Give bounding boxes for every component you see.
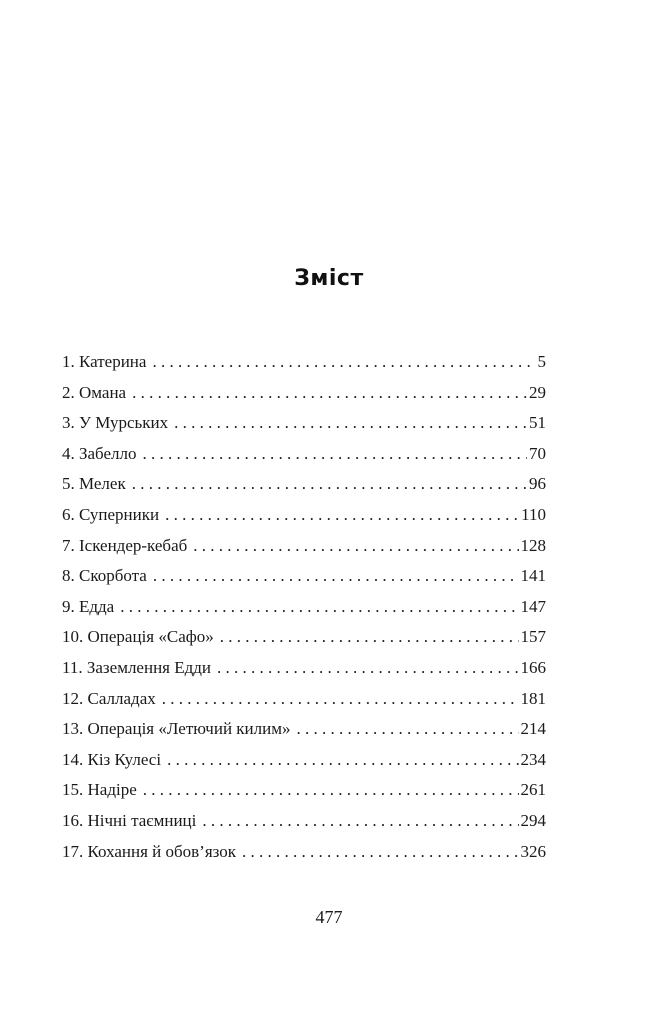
toc-entry-page: 166 bbox=[520, 657, 546, 677]
toc-entry-page: 141 bbox=[520, 566, 546, 586]
dot-leader bbox=[202, 806, 518, 837]
dot-leader bbox=[143, 775, 519, 806]
toc-entry-page: 261 bbox=[520, 780, 546, 800]
dot-leader bbox=[193, 531, 518, 562]
toc-entry-3[interactable] bbox=[62, 408, 546, 439]
toc-entry-13[interactable] bbox=[62, 714, 546, 745]
toc-entry-page: 29 bbox=[529, 382, 546, 402]
toc-entry-title: 10. Операція «Сафо» bbox=[62, 627, 214, 647]
toc-entry-page: 128 bbox=[520, 535, 546, 555]
toc-entry-page: 157 bbox=[520, 627, 546, 647]
toc-entry-title: 17. Кохання й обов’язок bbox=[62, 841, 237, 861]
toc-entry-10[interactable] bbox=[62, 622, 546, 653]
page-number: 477 bbox=[315, 907, 343, 927]
toc-entry-17[interactable] bbox=[62, 837, 546, 868]
dot-leader bbox=[162, 684, 519, 715]
toc-entry-title: 13. Операція «Летючий килим» bbox=[62, 719, 291, 739]
toc-entry-title: 8. Скорбота bbox=[62, 566, 147, 586]
toc-entry-title: 11. Заземлення Едди bbox=[62, 657, 212, 677]
dot-leader bbox=[220, 622, 519, 653]
dot-leader bbox=[152, 347, 535, 378]
toc-entry-2[interactable] bbox=[62, 378, 546, 409]
dot-leader bbox=[165, 500, 519, 531]
dot-leader bbox=[167, 745, 518, 776]
toc-entry-title: 1. Катерина bbox=[62, 352, 147, 371]
dot-leader bbox=[120, 592, 518, 623]
toc-entry-title: 6. Суперники bbox=[62, 504, 160, 524]
dot-leader bbox=[143, 439, 528, 470]
toc-entry-title: 4. Забелло bbox=[62, 443, 137, 463]
toc-entry-11[interactable] bbox=[62, 653, 546, 684]
toc-entry-page: 70 bbox=[529, 443, 546, 463]
dot-leader bbox=[297, 714, 519, 745]
toc-entry-page: 96 bbox=[529, 474, 546, 494]
toc-entry-8[interactable] bbox=[62, 561, 546, 592]
dot-leader bbox=[217, 653, 518, 684]
toc-entry-page: 294 bbox=[520, 810, 546, 830]
toc-entry-title: 15. Надіре bbox=[62, 780, 137, 800]
page-title: Зміст bbox=[294, 266, 364, 291]
dot-leader bbox=[132, 378, 527, 409]
toc-entry-14[interactable] bbox=[62, 745, 546, 776]
toc-entry-page: 326 bbox=[520, 841, 546, 861]
toc-entry-9[interactable] bbox=[62, 592, 546, 623]
toc-entry-page: 234 bbox=[520, 749, 546, 769]
table-of-contents bbox=[62, 347, 546, 867]
toc-entry-page: 110 bbox=[521, 504, 546, 524]
dot-leader bbox=[153, 561, 519, 592]
dot-leader bbox=[132, 469, 527, 500]
toc-entry-7[interactable] bbox=[62, 531, 546, 562]
toc-entry-16[interactable] bbox=[62, 806, 546, 837]
toc-entry-title: 14. Кіз Кулесі bbox=[62, 749, 162, 769]
toc-entry-title: 5. Мелек bbox=[62, 474, 126, 494]
toc-entry-5[interactable] bbox=[62, 469, 546, 500]
toc-entry-title: 2. Омана bbox=[62, 382, 127, 402]
toc-entry-title: 3. У Мурських bbox=[62, 413, 169, 433]
toc-entry-title: 16. Нічні таємниці bbox=[62, 810, 197, 830]
toc-entry-page: 5 bbox=[537, 352, 546, 371]
toc-entry-15[interactable] bbox=[62, 775, 546, 806]
toc-entry-title: 9. Едда bbox=[62, 596, 115, 616]
toc-entry-page: 181 bbox=[520, 688, 546, 708]
toc-entry-12[interactable] bbox=[62, 684, 546, 715]
toc-entry-title: 7. Іскендер-кебаб bbox=[62, 535, 188, 555]
toc-entry-page: 214 bbox=[520, 719, 546, 739]
dot-leader bbox=[174, 408, 527, 439]
toc-entry-6[interactable] bbox=[62, 500, 546, 531]
toc-entry-title: 12. Салладах bbox=[62, 688, 156, 708]
toc-entry-1[interactable] bbox=[62, 347, 546, 378]
toc-entry-page: 51 bbox=[529, 413, 546, 433]
toc-entry-4[interactable] bbox=[62, 439, 546, 470]
toc-entry-page: 147 bbox=[520, 596, 546, 616]
dot-leader bbox=[242, 837, 518, 868]
